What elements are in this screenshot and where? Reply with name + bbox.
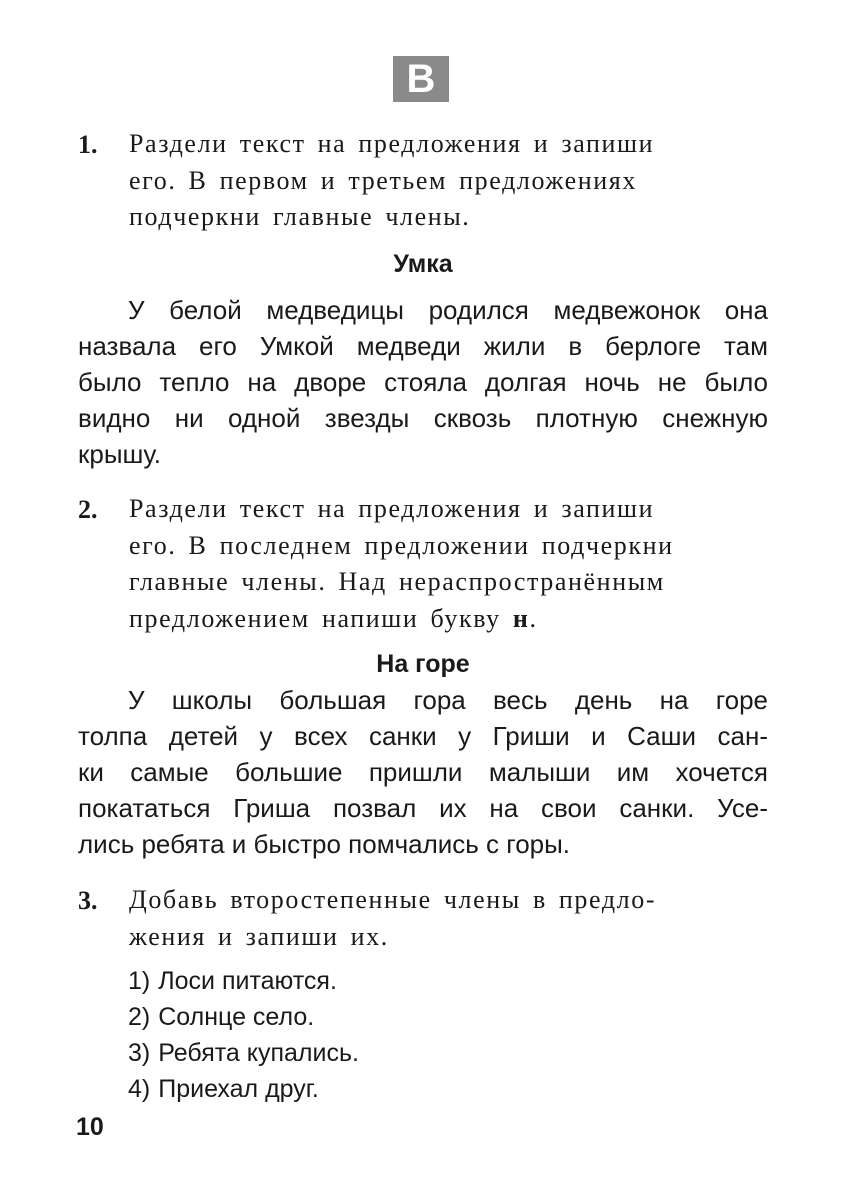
text-line: лись ребята и быстро помчались с горы.	[78, 829, 571, 859]
list-item	[128, 963, 628, 999]
instruction-line: его. В первом и третьем предложениях	[129, 165, 637, 195]
task-1	[78, 126, 768, 236]
text-line: было тепло на дворе стояла долгая ночь не было	[78, 367, 768, 397]
instruction-line: главные члены. Над нераспространённым	[129, 567, 665, 596]
text-line: покататься Гриша позвал их на свои санки. Усе-	[78, 793, 768, 823]
text-title: Умка	[393, 250, 453, 278]
item-number: 1)	[128, 967, 151, 995]
text-title: На горе	[376, 650, 470, 678]
item-number: 4)	[128, 1075, 151, 1103]
variant-badge: В	[393, 56, 449, 102]
task-instruction	[129, 126, 768, 236]
instruction-line: его. В последнем предложении подчеркни	[129, 530, 674, 560]
exercise-text	[78, 292, 768, 472]
item-number: 3)	[128, 1039, 151, 1067]
text-line: У белой медведицы родился медвежонок она	[128, 295, 768, 325]
list-item	[128, 1071, 628, 1107]
instruction-line: предложением напиши букву	[129, 603, 501, 633]
text-line: назвала его Умкой медведи жили в берлоге там	[78, 331, 768, 361]
task-3	[78, 882, 768, 955]
task-number: 1.	[78, 130, 98, 159]
item-text: Лоси питаются.	[158, 967, 337, 995]
list-item	[128, 1035, 628, 1071]
item-number: 2)	[128, 1003, 151, 1031]
text-line: крышу.	[78, 439, 162, 469]
task-instruction	[129, 882, 768, 955]
sentence-list	[128, 963, 628, 1107]
bold-letter: н	[512, 603, 530, 633]
text-line: толпа детей у всех санки у Гриши и Саши сан-	[78, 721, 768, 751]
page-number: 10	[76, 1113, 104, 1141]
text-line: У школы большая гора весь день на горе	[128, 685, 768, 715]
task-number: 2.	[78, 495, 98, 524]
instruction-line: Добавь второстепенные члены в предло-	[129, 885, 657, 914]
task-instruction	[129, 491, 768, 637]
item-text: Солнце село.	[158, 1003, 315, 1031]
instruction-line: жения и запиши их.	[129, 921, 389, 951]
instruction-line: Раздели текст на предложения и запиши	[129, 494, 655, 523]
task-2	[78, 491, 768, 637]
item-text: Ребята купались.	[158, 1039, 359, 1067]
list-item	[128, 999, 628, 1035]
punctuation: .	[529, 603, 538, 633]
item-text: Приехал друг.	[158, 1075, 319, 1103]
text-line: ки самые большие пришли малыши им хочется	[78, 757, 768, 787]
exercise-text	[78, 682, 768, 862]
instruction-line: Раздели текст на предложения и запиши	[129, 129, 655, 158]
instruction-line: подчеркни главные члены.	[129, 202, 471, 231]
task-number: 3.	[78, 886, 98, 915]
text-line: видно ни одной звезды сквозь плотную снежную	[78, 403, 768, 433]
